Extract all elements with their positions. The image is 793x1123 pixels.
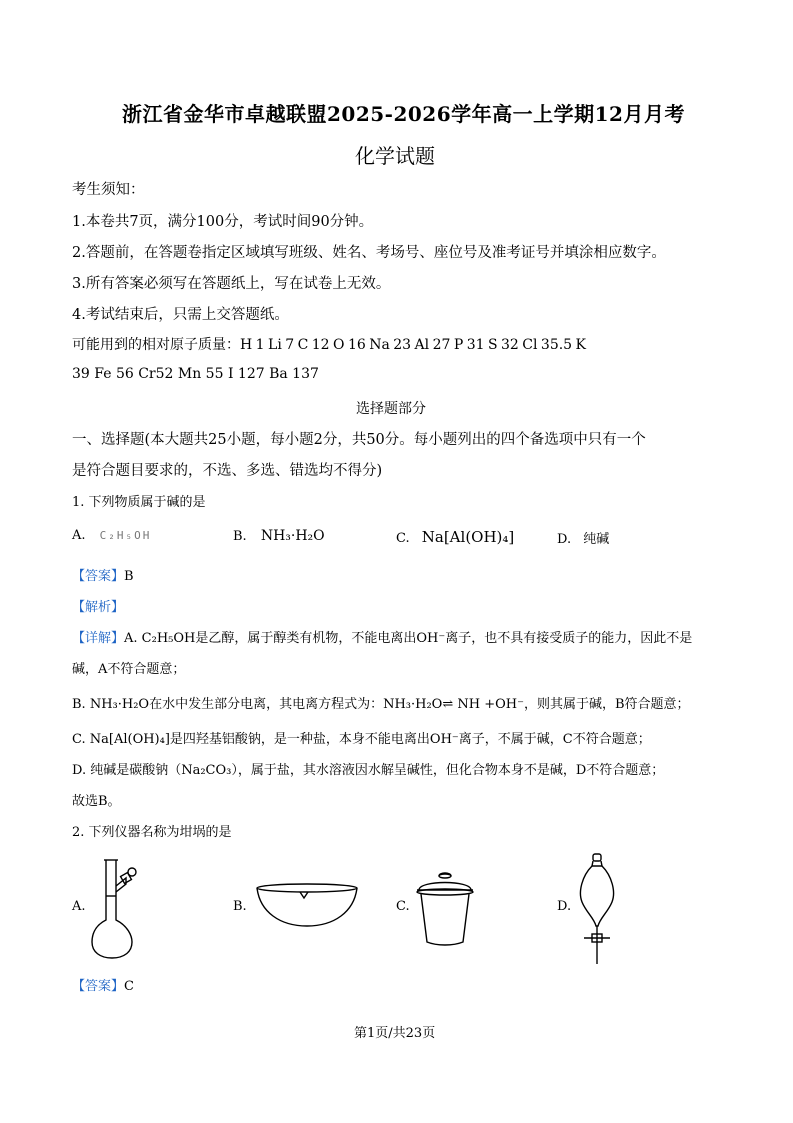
question-2-option-a-label: A. <box>72 899 86 914</box>
analysis-tag: 【解析】 <box>72 600 125 615</box>
question-2-option-c-label: C. <box>396 899 410 914</box>
answer-tag: 【答案】 <box>72 979 125 994</box>
question-2-answer <box>72 975 134 994</box>
question-1-option-d <box>557 528 609 547</box>
page-title: 浙江省金华市卓越联盟2025-2026学年高一上学期12月月考 <box>122 102 685 126</box>
option-label: B. <box>233 529 247 544</box>
option-label: D. <box>557 532 572 547</box>
atomic-masses-line-2: 39 Fe 56 Cr52 Mn 55 I 127 Ba 137 <box>72 366 319 382</box>
answer-value: B <box>124 569 134 584</box>
question-1-option-b <box>233 528 325 544</box>
question-1-option-a <box>72 528 151 543</box>
option-formula: Na[Al(OH)₄] <box>421 528 515 546</box>
detail-a-line-2: 碱，A不符合题意； <box>72 662 186 677</box>
answer-tag: 【答案】 <box>72 569 125 584</box>
notice-item-3: 3.所有答案必须写在答题纸上，写在试卷上无效。 <box>72 276 391 292</box>
crucible-icon <box>413 868 477 948</box>
question-1-answer <box>72 565 134 584</box>
option-formula: C₂H₅OH <box>99 529 152 542</box>
notice-item-1: 1.本卷共7页，满分100分，考试时间90分钟。 <box>72 214 374 230</box>
detail-conclusion: 故选B。 <box>72 794 121 809</box>
question-2-stem: 2. 下列仪器名称为坩埚的是 <box>72 825 232 840</box>
question-1-stem: 1. 下列物质属于碱的是 <box>72 495 206 510</box>
section-intro-line-2: 是符合题目要求的，不选、多选、错选均不得分) <box>72 463 383 479</box>
notice-item-4: 4.考试结束后，只需上交答题纸。 <box>72 307 289 323</box>
detail-b: B. NH₃·H₂O在水中发生部分电离，其电离方程式为：NH₃·H₂O⇌ NH +OH⁻，则其属于碱，B符合题意； <box>72 697 690 712</box>
question-2-option-b-label: B. <box>233 899 247 914</box>
detail-tag: 【详解】 <box>72 631 125 646</box>
page-number: 第1页/共23页 <box>354 1026 436 1041</box>
question-1-option-c <box>396 528 514 546</box>
option-text: 纯碱 <box>583 532 610 547</box>
notice-heading: 考生须知： <box>72 182 145 198</box>
notice-item-2: 2.答题前，在答题卷指定区域填写班级、姓名、考场号、座位号及准考证号并填涂相应数字。 <box>72 245 666 261</box>
section-title: 选择题部分 <box>356 401 426 417</box>
option-label: C. <box>396 531 410 546</box>
detail-d: D. 纯碱是碳酸钠（Na₂CO₃），属于盐，其水溶液因水解呈碱性，但化合物本身不是碱，D不符合题意； <box>72 763 665 778</box>
detail-a-line-1 <box>72 627 692 646</box>
detail-c: C. Na[Al(OH)₄]是四羟基铝酸钠，是一种盐，本身不能电离出OH⁻离子，不属于碱，C不符合题意； <box>72 732 651 747</box>
option-formula: NH₃·H₂O <box>260 528 325 544</box>
detail-a-text: A. C₂H₅OH是乙醇，属于醇类有机物，不能电离出OH⁻离子，也不具有接受质子的能力，因此不是 <box>124 631 693 646</box>
evaporating-dish-icon <box>252 880 362 930</box>
atomic-masses-line-1: 可能用到的相对原子质量：H 1 Li 7 C 12 O 16 Na 23 Al 27 P 31 S 32 Cl 35.5 K <box>72 337 586 353</box>
question-2-option-d-label: D. <box>557 899 572 914</box>
separatory-funnel-icon <box>572 852 622 968</box>
answer-value: C <box>124 979 134 994</box>
page-subtitle: 化学试题 <box>355 144 435 168</box>
section-intro-line-1: 一、选择题(本大题共25小题，每小题2分，共50分。每小题列出的四个备选项中只有一个 <box>72 432 646 448</box>
volumetric-flask-icon <box>88 856 144 962</box>
option-label: A. <box>72 528 86 543</box>
